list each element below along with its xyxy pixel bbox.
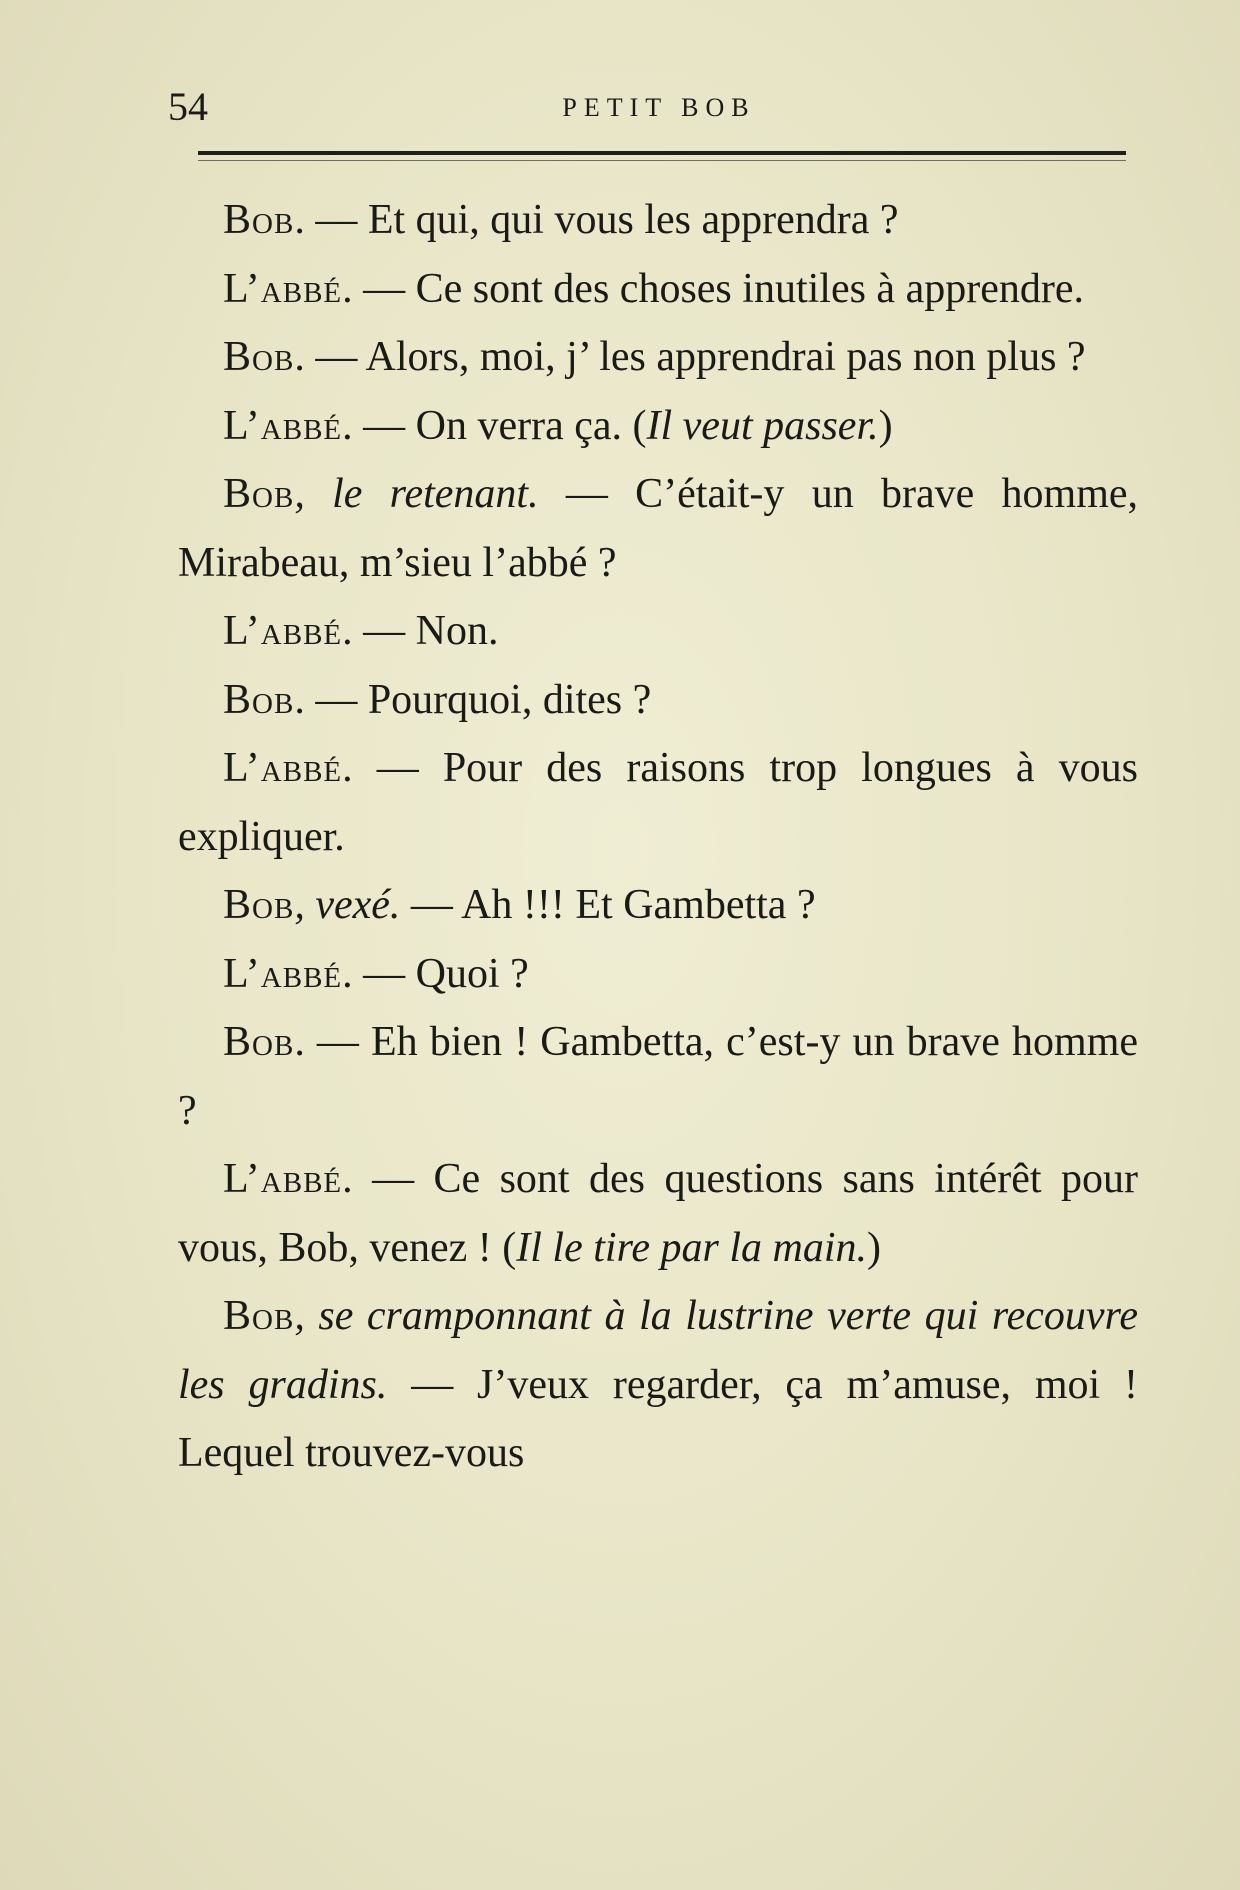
dialogue-paragraph (178, 597, 1138, 666)
dialogue-line: — Ah !!! Et Gambetta ? (400, 882, 816, 928)
dialogue-paragraph (178, 871, 1138, 940)
page-number: 54 (168, 84, 208, 129)
speaker-name: Bob (223, 676, 295, 723)
speaker-name: Bob (223, 882, 295, 928)
header-rule (198, 151, 1126, 155)
speaker-name: Bob (223, 197, 295, 243)
dialogue-paragraph (178, 460, 1138, 597)
stage-direction: , se cramponnant à la lustrine verte qui recouvre les gradins. (178, 1293, 1138, 1408)
speaker-name: L’abbé (223, 402, 343, 449)
dialogue-line: . — Quoi ? (342, 950, 529, 997)
dialogue-line: . — Eh bien ! Gambetta, c’est-y un brave homme ? (178, 1019, 1138, 1134)
dialogue-paragraph (178, 255, 1138, 324)
speaker-name: L’abbé (223, 608, 343, 654)
dialogue-line: — J’veux regarder, ça m’amuse, moi ! Lequel trouvez-vous (178, 1361, 1138, 1476)
dialogue-line-end: ) (867, 1224, 882, 1271)
dialogue-paragraph (178, 186, 1138, 255)
dialogue-paragraph (178, 734, 1138, 871)
dialogue-line: . — Non. (342, 608, 499, 654)
dialogue-paragraph (178, 1282, 1138, 1488)
dialogue-paragraph (178, 323, 1138, 392)
dialogue-line: . — Ce sont des choses inutiles à apprendre. (342, 265, 1084, 312)
page-header (168, 82, 1130, 132)
dialogue-line: — C’était-y un brave homme, Mirabeau, m’sieu l’abbé ? (178, 471, 1139, 586)
dialogue-text (178, 186, 1138, 1488)
stage-direction: Il le tire par la main. (516, 1224, 868, 1271)
dialogue-line: . — Ce sont des questions sans intérêt pour vous, Bob, venez ! ( (178, 1156, 1138, 1271)
speaker-name: L’abbé (223, 265, 343, 312)
speaker-name: L’abbé (223, 745, 343, 791)
stage-direction: , vexé. (294, 882, 401, 928)
dialogue-paragraph (178, 1008, 1138, 1145)
dialogue-line: . — Et qui, qui vous les apprendra ? (294, 197, 899, 243)
dialogue-paragraph (178, 1145, 1138, 1282)
speaker-name: Bob (223, 334, 295, 380)
dialogue-line: . — Pourquoi, dites ? (294, 676, 652, 723)
dialogue-paragraph (178, 392, 1138, 461)
stage-direction: Il veut passer. (646, 402, 879, 449)
speaker-name: L’abbé (223, 950, 343, 997)
speaker-name: Bob (223, 1293, 295, 1339)
dialogue-line: . — On verra ça. ( (342, 402, 647, 449)
speaker-name: L’abbé (223, 1156, 343, 1202)
speaker-name: Bob (223, 1019, 295, 1065)
dialogue-paragraph (178, 666, 1138, 735)
dialogue-line: . — Pour des raisons trop longues à vous expliquer. (178, 745, 1138, 860)
speaker-name: Bob (223, 471, 295, 517)
dialogue-paragraph (178, 940, 1138, 1009)
stage-direction: , le retenant. (294, 471, 539, 517)
dialogue-line: . — Alors, moi, j’ les apprendrai pas non plus ? (294, 334, 1086, 380)
header-rule-thin (198, 160, 1126, 161)
running-title: PETIT BOB (562, 93, 756, 122)
dialogue-line-end: ) (878, 402, 893, 449)
